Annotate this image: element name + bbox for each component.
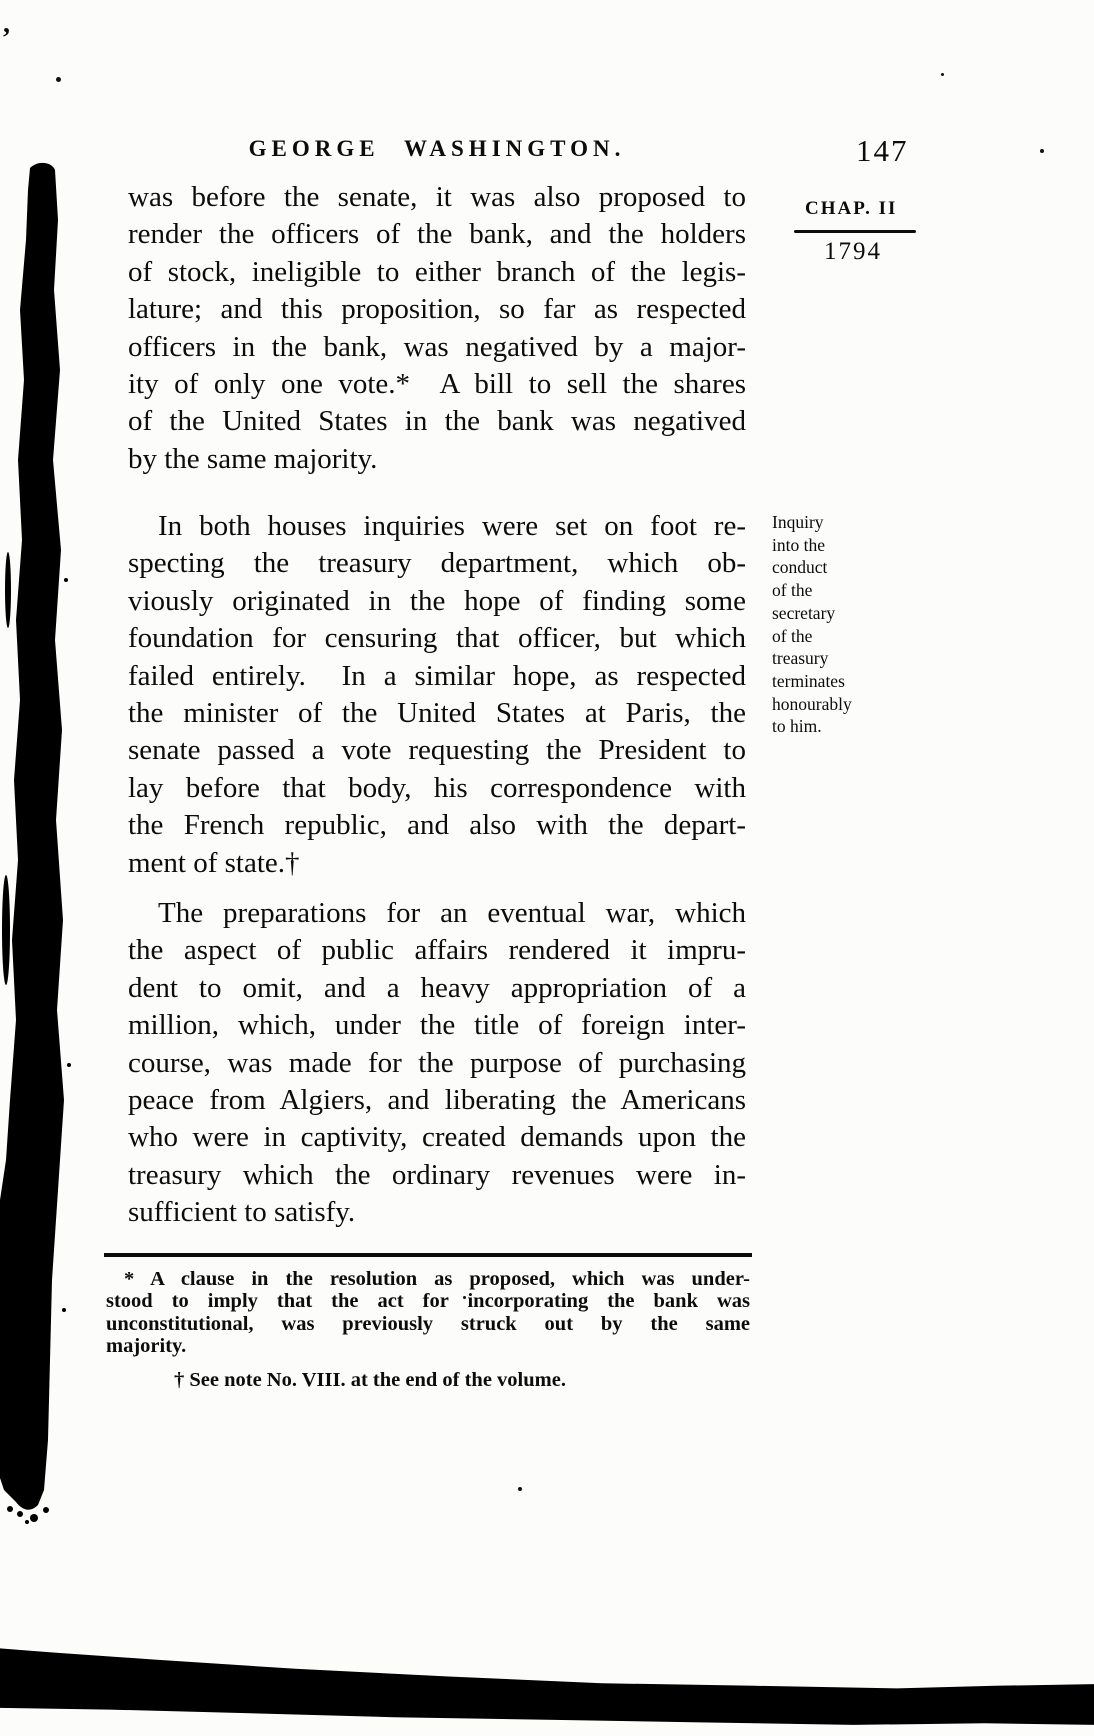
- scan-binding-band: [0, 160, 80, 1525]
- body-text-line: sufficient to satisfy.: [128, 1196, 356, 1229]
- body-text-line: In both houses inquiries were set on foot re-: [158, 510, 746, 542]
- sidenote-line: terminates: [772, 670, 845, 691]
- footnote-asterisk: [106, 1268, 750, 1357]
- body-text-line: was before the senate, it was also proposed to: [128, 181, 746, 213]
- body-text-line: ment of state.†: [128, 846, 300, 879]
- footnote-line: majority.: [106, 1334, 187, 1357]
- sidenote-line: honourably: [772, 693, 852, 714]
- chapter-label: CHAP. II: [805, 198, 898, 219]
- ink-speck: [56, 77, 61, 82]
- body-text-line: course, was made for the purpose of purchasing: [128, 1046, 746, 1079]
- footnote-line: unconstitutional, was previously struck out by the same: [106, 1312, 750, 1335]
- sidenote: [772, 511, 918, 738]
- running-header: GEORGE WASHINGTON.: [248, 136, 626, 161]
- sidenote-line: of the: [772, 625, 813, 646]
- ink-speck-mark: ,: [3, 8, 10, 39]
- body-text-line: viously originated in the hope of finding some: [128, 584, 746, 617]
- body-text-line: dent to omit, and a heavy appropriation of a: [128, 971, 746, 1004]
- sidenote-line: conduct: [772, 557, 828, 578]
- body-text-line: the aspect of public affairs rendered it impru-: [128, 934, 746, 967]
- body-text-line: peace from Algiers, and liberating the Americans: [128, 1084, 746, 1117]
- body-text-line: failed entirely. In a similar hope, as respected: [128, 659, 746, 692]
- body-paragraph-3: [128, 895, 746, 1232]
- body-paragraph-1: [128, 179, 746, 478]
- body-text-line: of stock, ineligible to either branch of the legis-: [128, 255, 746, 288]
- sidenote-line: to him.: [772, 716, 822, 737]
- body-text-line: who were in captivity, created demands upon the: [128, 1121, 746, 1154]
- footnote-dagger: † See note No. VIII. at the end of the volume.: [174, 1369, 566, 1391]
- ink-speck: [941, 73, 944, 76]
- scan-bottom-band: [0, 1645, 1094, 1730]
- sidenote-line: of the: [772, 580, 813, 601]
- sidenote-line: treasury: [772, 648, 829, 669]
- body-text-line: of the United States in the bank was negatived: [128, 405, 746, 438]
- body-text-line: the French republic, and also with the depart-: [128, 809, 746, 842]
- body-text-line: treasury which the ordinary revenues were in-: [128, 1158, 746, 1191]
- body-text-line: ity of only one vote.* A bill to sell the shares: [128, 368, 746, 401]
- body-text-line: officers in the bank, was negatived by a major-: [128, 330, 746, 363]
- page-number: 147: [856, 133, 909, 168]
- body-text-line: by the same majority.: [128, 442, 378, 475]
- body-paragraph-2: [128, 508, 746, 882]
- ink-speck: [1040, 149, 1044, 153]
- body-text-line: specting the treasury department, which ob-: [128, 547, 746, 580]
- year-label: 1794: [824, 238, 882, 265]
- footnote-rule: [104, 1253, 752, 1257]
- footnote-line: * A clause in the resolution as proposed, which was under-: [124, 1268, 750, 1290]
- footnote-line: stood to imply that the act for incorporating the bank was: [106, 1290, 750, 1313]
- body-text-line: render the officers of the bank, and the holders: [128, 218, 746, 251]
- body-text-line: lay before that body, his correspondence with: [128, 771, 746, 804]
- sidenote-line: Inquiry: [772, 512, 824, 532]
- ink-speck: [518, 1487, 522, 1491]
- body-text-line: the minister of the United States at Paris, the: [128, 697, 746, 730]
- body-text-line: senate passed a vote requesting the President to: [128, 734, 746, 767]
- sidenote-line: into the: [772, 534, 825, 555]
- body-text-line: foundation for censuring that officer, but which: [128, 622, 746, 655]
- body-text-line: million, which, under the title of foreign inter-: [128, 1009, 746, 1042]
- sidenote-line: secretary: [772, 602, 836, 623]
- chapter-rule: [794, 230, 916, 233]
- body-text-line: The preparations for an eventual war, which: [158, 897, 746, 929]
- body-text-line: lature; and this proposition, so far as respected: [128, 293, 746, 326]
